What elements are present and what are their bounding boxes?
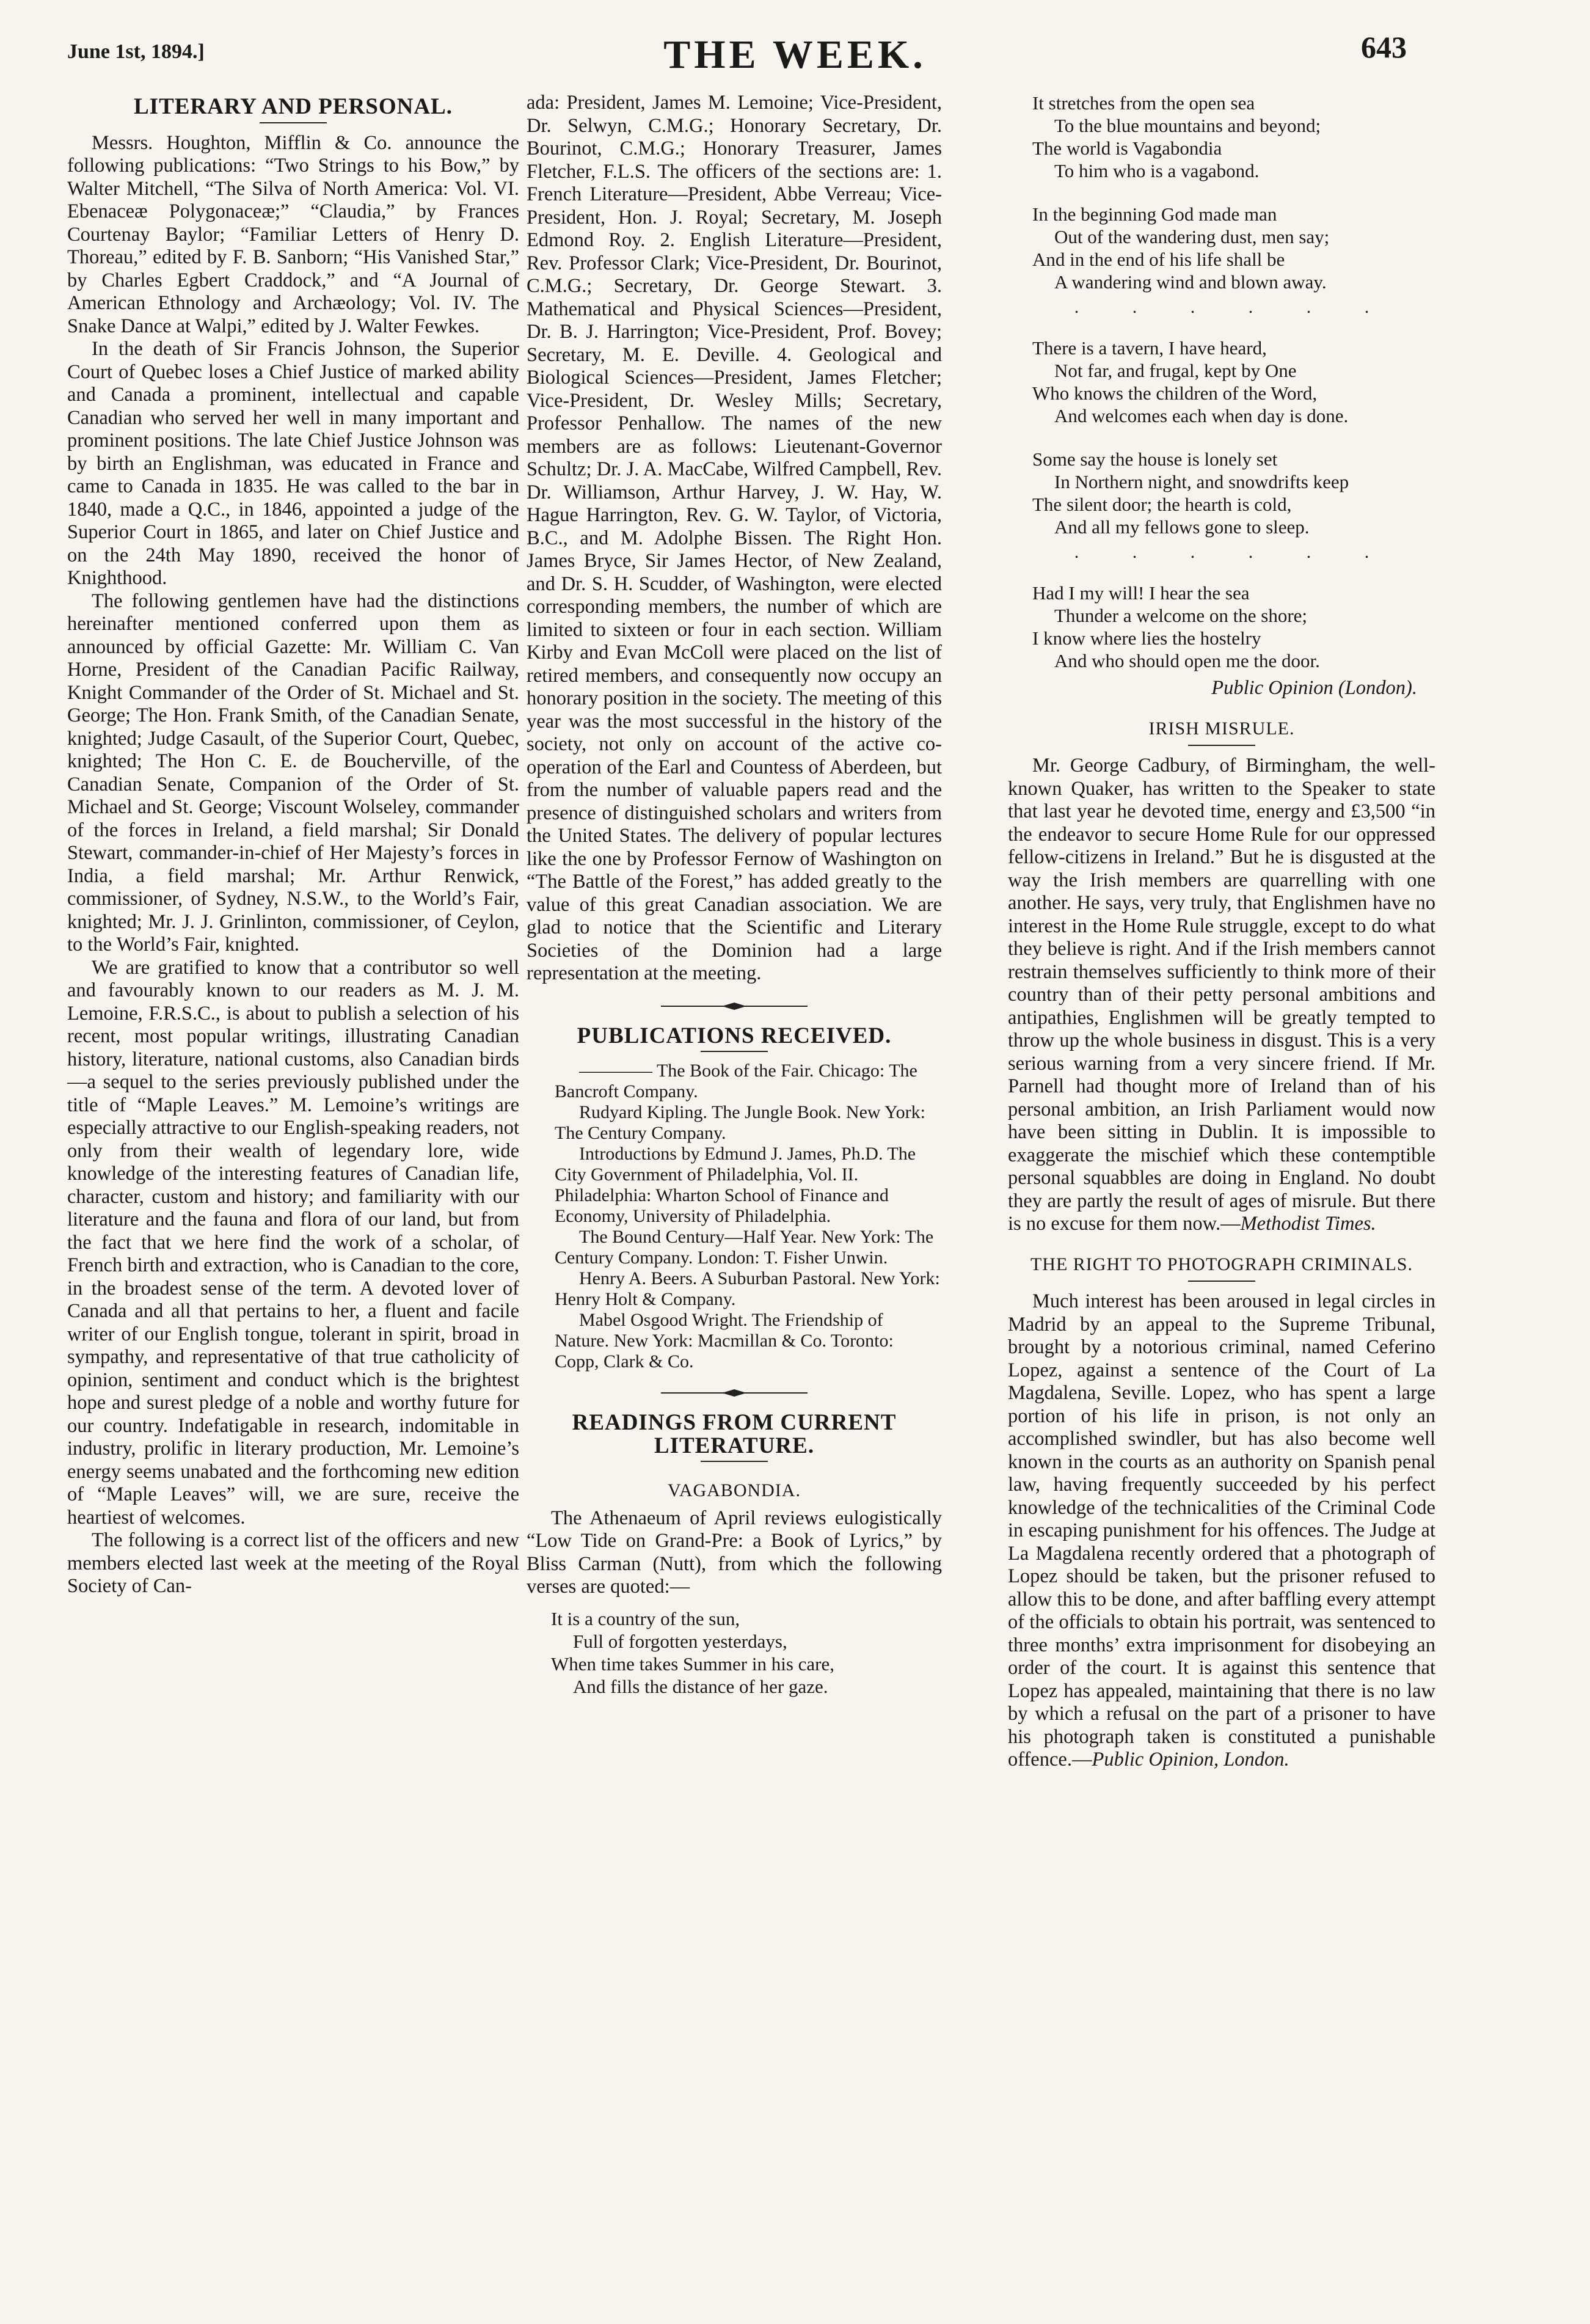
paragraph: The following gentlemen have had the distinctions hereinafter mentioned conferred upon them as announced by official Gazette: Mr. William C. Van Horne, President of the Canadian Pacific Railway, Knight Commander of the Order of St. Michael and St. George; The Hon. Frank Smith, of the Canadian Senate, knighted; Judge Casault, of the Superior Court, Quebec, knighted; The Hon C. E. de Boucherville, of the Canadian Senate, Companion of the Order of St. Michael and St. George; Viscount Wolseley, commander of the forces in Ireland, a field marshal; Sir Donald Stewart, commander-in-chief of Her Majesty’s forces in India, a field marshal; Mr. Arthur Renwick, commissioner, of Sydney, N.S.W., to the World’s Fair, knighted; Mr. J. J. Grinlinton, commissioner, of Ceylon, to the World’s Fair, knighted. xyxy=(67,590,519,956)
verse-line: Full of forgotten yesterdays, xyxy=(573,1630,787,1652)
verse-line: And all my fellows gone to sleep. xyxy=(1054,516,1310,538)
verse-source: Public Opinion (London). xyxy=(1211,677,1417,699)
column-right xyxy=(1008,92,1435,1772)
section-heading-photograph: THE RIGHT TO PHOTOGRAPH CRIMINALS. xyxy=(1030,1254,1413,1274)
verse-line: To him who is a vagabond. xyxy=(1054,160,1260,181)
stanza-break-dots: . . . . . . xyxy=(1074,542,1394,562)
verse-line: And who should open me the door. xyxy=(1054,650,1320,671)
paragraph: Mr. George Cadbury, of Birmingham, the well-known Quaker, has written to the Speaker to state that last year he devoted time, energy and £3,500 “in the endeavor to secure Home Rule for our oppressed fellow-citizens in Ireland.” But he is disgusted at the way the Irish members are quarrelling with one another. He says, very truly, that Englishmen have no interest in the Home Rule struggle, except to do what they believe is right. And if the Irish members cannot restrain themselves sufficiently to think more of their country than of their petty personal ambitions and antipathies, Englishmen will be greatly tempted to throw up the whole business in disgust. This is a very serious warning from a very sincere friend. If Mr. Parnell had thought more of Ireland than of his personal ambition, an Irish Parliament would now have been sitting in Dublin. It is impossible to exaggerate the mischief which these contemptible personal squabbles are doing in England. No doubt they are partly the result of ages of misrule. But there is no excuse for them now.—Methodist Times. xyxy=(1008,755,1435,1235)
heading-rule xyxy=(1188,745,1255,746)
verse-line: And welcomes each when day is done. xyxy=(1054,405,1349,426)
section-heading-irish: IRISH MISRULE. xyxy=(1148,718,1295,739)
poem-stanza xyxy=(1032,448,1435,538)
verse-line: There is a tavern, I have heard, xyxy=(1032,337,1267,359)
verse-line: It is a country of the sun, xyxy=(551,1607,740,1629)
heading-rule xyxy=(260,122,327,123)
verse-line: Not far, and frugal, kept by One xyxy=(1054,360,1297,381)
column-middle xyxy=(527,92,942,1698)
poem-stanza xyxy=(1032,92,1435,182)
heading-rule xyxy=(701,1461,768,1462)
verse-line: The world is Vagabondia xyxy=(1032,137,1222,159)
verse-line: Out of the wandering dust, men say; xyxy=(1054,226,1330,247)
paragraph: Messrs. Houghton, Mifflin & Co. announce the following publications: “Two Strings to his Bow,” by Walter Mitchell, “The Silva of North America: Vol. VI. Ebenaceæ Polygonaceæ;” “Claudia,” by Frances Courtenay Baylor; “Familiar Letters of Henry D. Thoreau,” edited by F. B. Sanborn; “His Vanished Star,” by Charles Egbert Craddock,” and “A Journal of American Ethnology and Archæology; Vol. IV. The Snake Dance at Walpi,” edited by J. Walter Fewkes. xyxy=(67,131,519,337)
list-item: ———— The Book of the Fair. Chicago: The Bancroft Company. xyxy=(555,1061,917,1102)
paragraph: In the death of Sir Francis Johnson, the Superior Court of Quebec loses a Chief Justice of marked ability and Canada a prominent, intellectual and capable Canadian who served her well in many important and prominent positions. The late Chief Justice Johnson was by birth an Englishman, was educated in France and came to Canada in 1835. He was called to the bar in 1840, made a Q.C., in 1846, appointed a judge of the Superior Court in 1865, and later on Chief Justice and on the 24th May 1890, received the honor of Knighthood. xyxy=(67,338,519,589)
poem-stanza xyxy=(551,1607,942,1698)
ornament-divider xyxy=(655,1388,814,1398)
verse-line: And in the end of his life shall be xyxy=(1032,249,1285,270)
column-left xyxy=(67,92,519,1598)
paragraph: Much interest has been aroused in legal circles in Madrid by an appeal to the Supreme Tribunal, brought by a notorious criminal, named Ceferino Lopez, against a sentence of the Court of La Magdalena, Seville. Lopez, who has spent a large portion of his life in prison, is not only an accomplished swindler, but has also become well known in the courts as an authority on Spanish penal law, having frequently succeeded by his perfect knowledge of the technicalities of the Criminal Code in escaping punishment for his offences. The Judge at La Magdalena recently ordered that a photograph of Lopez should be taken, but the prisoner refused to allow this to be done, and after baffling every attempt of the officials to obtain his portrait, was sentenced to three months’ extra imprisonment for disobeying an order of the court. It is against this sentence that Lopez has appealed, maintaining that there is no law by which a refusal on the part of a prisoner to have his photograph taken is constituted a punishable offence.—Public Opinion, London. xyxy=(1008,1290,1435,1770)
stanza-break-dots: . . . . . . xyxy=(1074,297,1394,317)
poem-stanza xyxy=(1032,582,1435,672)
verse-line: Some say the house is lonely set xyxy=(1032,448,1278,470)
verse-line: A wandering wind and blown away. xyxy=(1054,271,1327,293)
verse-line: In the beginning God made man xyxy=(1032,203,1277,225)
source-citation: Methodist Times. xyxy=(1240,1213,1376,1235)
page-header xyxy=(0,0,1590,79)
list-item: Mabel Osgood Wright. The Friendship of Nature. New York: Macmillan & Co. Toronto: Copp, Clark & Co. xyxy=(555,1310,894,1372)
poem-continuation xyxy=(1032,92,1435,672)
section-heading-literary: LITERARY AND PERSONAL. xyxy=(134,94,453,119)
verse-line: I know where lies the hostelry xyxy=(1032,627,1261,649)
heading-rule xyxy=(701,1051,768,1052)
paragraph: The following is a correct list of the officers and new members elected last week at the meeting of the Royal Society of Can- xyxy=(67,1529,519,1597)
page-number: 643 xyxy=(1361,30,1407,64)
issue-date: June 1st, 1894.] xyxy=(67,40,205,63)
verse-line: The silent door; the hearth is cold, xyxy=(1032,494,1292,515)
paragraph: The Athenaeum of April reviews eulogistically “Low Tide on Grand-Pre: a Book of Lyrics,” by Bliss Carman (Nutt), from which the following verses are quoted:— xyxy=(527,1507,942,1598)
verse-line: It stretches from the open sea xyxy=(1032,92,1255,114)
source-citation: Public Opinion, London. xyxy=(1092,1748,1289,1770)
poem-stanza xyxy=(1032,203,1435,293)
publications-list xyxy=(527,1061,942,1372)
verse-line: In Northern night, and snowdrifts keep xyxy=(1054,471,1349,492)
list-item: Henry A. Beers. A Suburban Pastoral. New York: Henry Holt & Company. xyxy=(555,1268,940,1309)
verse-line: When time takes Summer in his care, xyxy=(551,1653,835,1675)
verse-line: To the blue mountains and beyond; xyxy=(1054,115,1321,136)
poem-title: VAGABONDIA. xyxy=(668,1480,801,1500)
section-heading-readings: READINGS FROM CURRENT LITERATURE. xyxy=(572,1410,897,1458)
list-item: Rudyard Kipling. The Jungle Book. New York: The Century Company. xyxy=(555,1102,925,1143)
verse-line: Had I my will! I hear the sea xyxy=(1032,582,1250,604)
paragraph: We are gratified to know that a contributor so well and favourably known to our readers as M. J. M. Lemoine, F.R.S.C., is about to publish a selection of his recent, most popular writings, illustrating Canadian history, literature, national customs, also Canadian birds—a sequel to the series previously published under the title of “Maple Leaves.” M. Lemoine’s writings are especially attractive to our English-speaking readers, not only from their wealth of legendary lore, wide knowledge of the interesting features of Canadian life, character, custom and history; and familiarity with our literature and the fauna and flora of our land, but from the fact that we here find the work of a scholar, of French birth and extraction, who is Canadian to the core, in the broadest sense of the term. A devoted lover of Canada and all that pertains to her, a fluent and facile writer of our English tongue, tolerant in spirit, broad in sympathy, and representative of that true catholicity of opinion, sentiment and conduct which is the brightest hope and surest pledge of a noble and worthy future for our country. Indefatigable in research, indomitable in industry, prolific in literary production, Mr. Lemoine’s energy seems unabated and the forthcoming new edition of “Maple Leaves” will, we are sure, receive the heartiest of welcomes. xyxy=(67,956,519,1529)
heading-rule xyxy=(1188,1281,1255,1282)
verse-line: Who knows the children of the Word, xyxy=(1032,382,1318,404)
poem-stanza xyxy=(1032,337,1435,427)
section-heading-publications: PUBLICATIONS RECEIVED. xyxy=(577,1023,892,1048)
list-item: The Bound Century—Half Year. New York: The Century Company. London: T. Fisher Unwin. xyxy=(555,1227,934,1268)
verse-line: And fills the distance of her gaze. xyxy=(573,1675,828,1697)
verse-line: Thunder a welcome on the shore; xyxy=(1054,605,1308,626)
paragraph-continuation: ada: President, James M. Lemoine; Vice-President, Dr. Selwyn, C.M.G.; Honorary Secretary, Dr. Bourinot, C.M.G.; Honorary Treasurer, James Fletcher, F.L.S. The officers of the sections are: 1. French Literature—President, Abbe Verreau; Vice-President, Hon. J. Royal; Secretary, M. Joseph Edmond Roy. 2. English Literature—President, Rev. Professor Clark; Vice-President, Dr. Bourinot, C.M.G.; Secretary, Dr. George Stewart. 3. Mathematical and Physical Sciences—President, Dr. B. J. Harrington; Vice-President, Prof. Bovey; Secretary, M. E. Deville. 4. Geological and Biological Sciences—President, James Fletcher; Vice-President, Dr. Wesley Mills; Secretary, Professor Penhallow. The names of the new members are as follows: Lieutenant-Governor Schultz; Dr. J. A. MacCabe, Wilfred Campbell, Rev. Dr. Williamson, Arthur Harvey, J. W. Hay, W. Hague Harrington, Rev. G. W. Taylor, of Victoria, B.C., and M. Adolphe Bissen. The Right Hon. James Bryce, Sir James Hector, of New Zealand, and Dr. S. H. Scudder, of Washington, were elected corresponding members, the number of which are limited to sixteen or four in each section. William Kirby and Evan McColl were placed on the list of retired members, and consequently now occupy an honorary position in the society. The meeting of this year was the most successful in the history of the society, not only on account of the active co-operation of the Earl and Countess of Aberdeen, but from the number of valuable papers read and the presence of distinguished scholars and writers from the United States. The delivery of popular lectures like the one by Professor Fernow of Washington on “The Battle of the Forest,” has added greatly to the value of this great Canadian association. We are glad to notice that the Scientific and Literary Societies of the Dominion had a large representation at the meeting. xyxy=(527,92,942,984)
list-item: Introductions by Edmund J. James, Ph.D. The City Government of Philadelphia, Vol. II. Philadelphia: Wharton School of Finance and Economy, University of Philadelphia. xyxy=(555,1144,916,1226)
magazine-title: THE WEEK. xyxy=(663,32,927,77)
ornament-divider xyxy=(655,1001,814,1011)
